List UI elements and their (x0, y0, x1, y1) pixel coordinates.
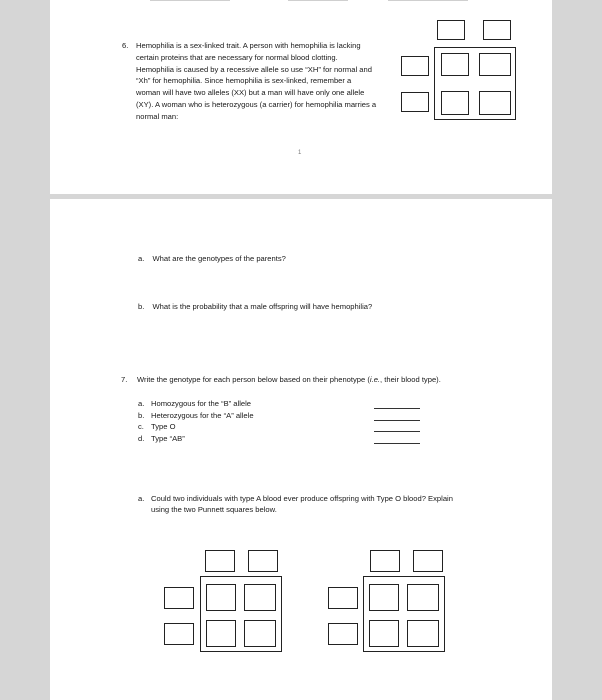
answer-blank-b[interactable] (374, 420, 420, 421)
parent-allele-box-top-1[interactable] (205, 550, 235, 572)
document-page-1 (50, 0, 552, 194)
question-7 (121, 374, 481, 385)
question-7a-text: Could two individuals with type A blood ever produce offspring with Type O blood? Explain using the two Punnett squares below. (151, 494, 453, 514)
page-top-rule (288, 0, 348, 1)
offspring-box[interactable] (479, 53, 511, 76)
offspring-box[interactable] (407, 620, 439, 647)
answer-blank-c[interactable] (374, 431, 420, 432)
answer-blank-d[interactable] (374, 443, 420, 444)
parent-allele-box-left-1[interactable] (401, 56, 429, 76)
question-7-item (138, 433, 254, 445)
item-letter: c. (138, 422, 144, 431)
answer-blank-a[interactable] (374, 408, 420, 409)
question-7-item (138, 410, 254, 422)
item-text: Type “AB” (151, 433, 185, 443)
question-6a-letter: a. (138, 254, 145, 263)
parent-allele-box-top-1[interactable] (370, 550, 400, 572)
question-6-text: Hemophilia is a sex-linked trait. A person with hemophilia is lacking certain proteins that are necessary for normal blood clotting. Hemophilia is caused by a recessive allele so use “XH” for normal and “Xh” for hemophilia. Since hemophilia is sex-linked, remember a woman will have two alleles (XX) but a man will have only one allele (XY). A woman who is heterozygous (a carrier) for hemophilia marries a normal man: (136, 41, 377, 121)
offspring-box[interactable] (369, 584, 399, 611)
parent-allele-box-left-1[interactable] (328, 587, 358, 609)
document-page-2 (50, 199, 552, 700)
parent-allele-box-top-2[interactable] (413, 550, 443, 572)
question-7-text-suffix: , their blood type). (380, 375, 441, 384)
parent-allele-box-left-2[interactable] (164, 623, 194, 645)
offspring-box[interactable] (369, 620, 399, 647)
parent-allele-box-top-1[interactable] (437, 20, 465, 40)
offspring-box[interactable] (206, 620, 236, 647)
page-top-rule (388, 0, 468, 1)
question-6b-text: What is the probability that a male offspring will have hemophilia? (152, 302, 373, 311)
item-letter: a. (138, 399, 145, 408)
question-6a (138, 253, 286, 264)
offspring-box[interactable] (441, 91, 469, 115)
question-7-item (138, 421, 254, 433)
question-6a-text: What are the genotypes of the parents? (152, 254, 286, 263)
parent-allele-box-top-2[interactable] (248, 550, 278, 572)
question-6b (138, 301, 372, 312)
parent-allele-box-left-1[interactable] (164, 587, 194, 609)
item-letter: d. (138, 433, 145, 443)
item-text: Type O (151, 422, 176, 431)
parent-allele-box-top-2[interactable] (483, 20, 511, 40)
question-7-text-prefix: Write the genotype for each person below based on their phenotype ( (137, 375, 370, 384)
question-7a-letter: a. (138, 494, 145, 503)
parent-allele-box-left-2[interactable] (328, 623, 358, 645)
page-top-rule (150, 0, 230, 1)
question-7-text-italic: i.e. (369, 375, 381, 384)
question-7-number: 7. (121, 375, 128, 384)
offspring-box[interactable] (407, 584, 439, 611)
question-7a (138, 493, 468, 515)
question-6-number: 6. (122, 41, 129, 50)
offspring-box[interactable] (206, 584, 236, 611)
offspring-box[interactable] (441, 53, 469, 76)
question-6 (122, 40, 377, 123)
item-text: Homozygous for the “B” allele (151, 399, 252, 408)
page-number: 1 (298, 150, 302, 156)
question-7-text (137, 374, 481, 385)
item-letter: b. (138, 410, 145, 420)
offspring-box[interactable] (479, 91, 511, 115)
item-text: Heterozygous for the “A” allele (151, 410, 254, 420)
offspring-box[interactable] (244, 584, 276, 611)
offspring-box[interactable] (244, 620, 276, 647)
question-7-item (138, 398, 254, 410)
parent-allele-box-left-2[interactable] (401, 92, 429, 112)
question-6b-letter: b. (138, 302, 145, 311)
question-7-items (138, 398, 254, 444)
